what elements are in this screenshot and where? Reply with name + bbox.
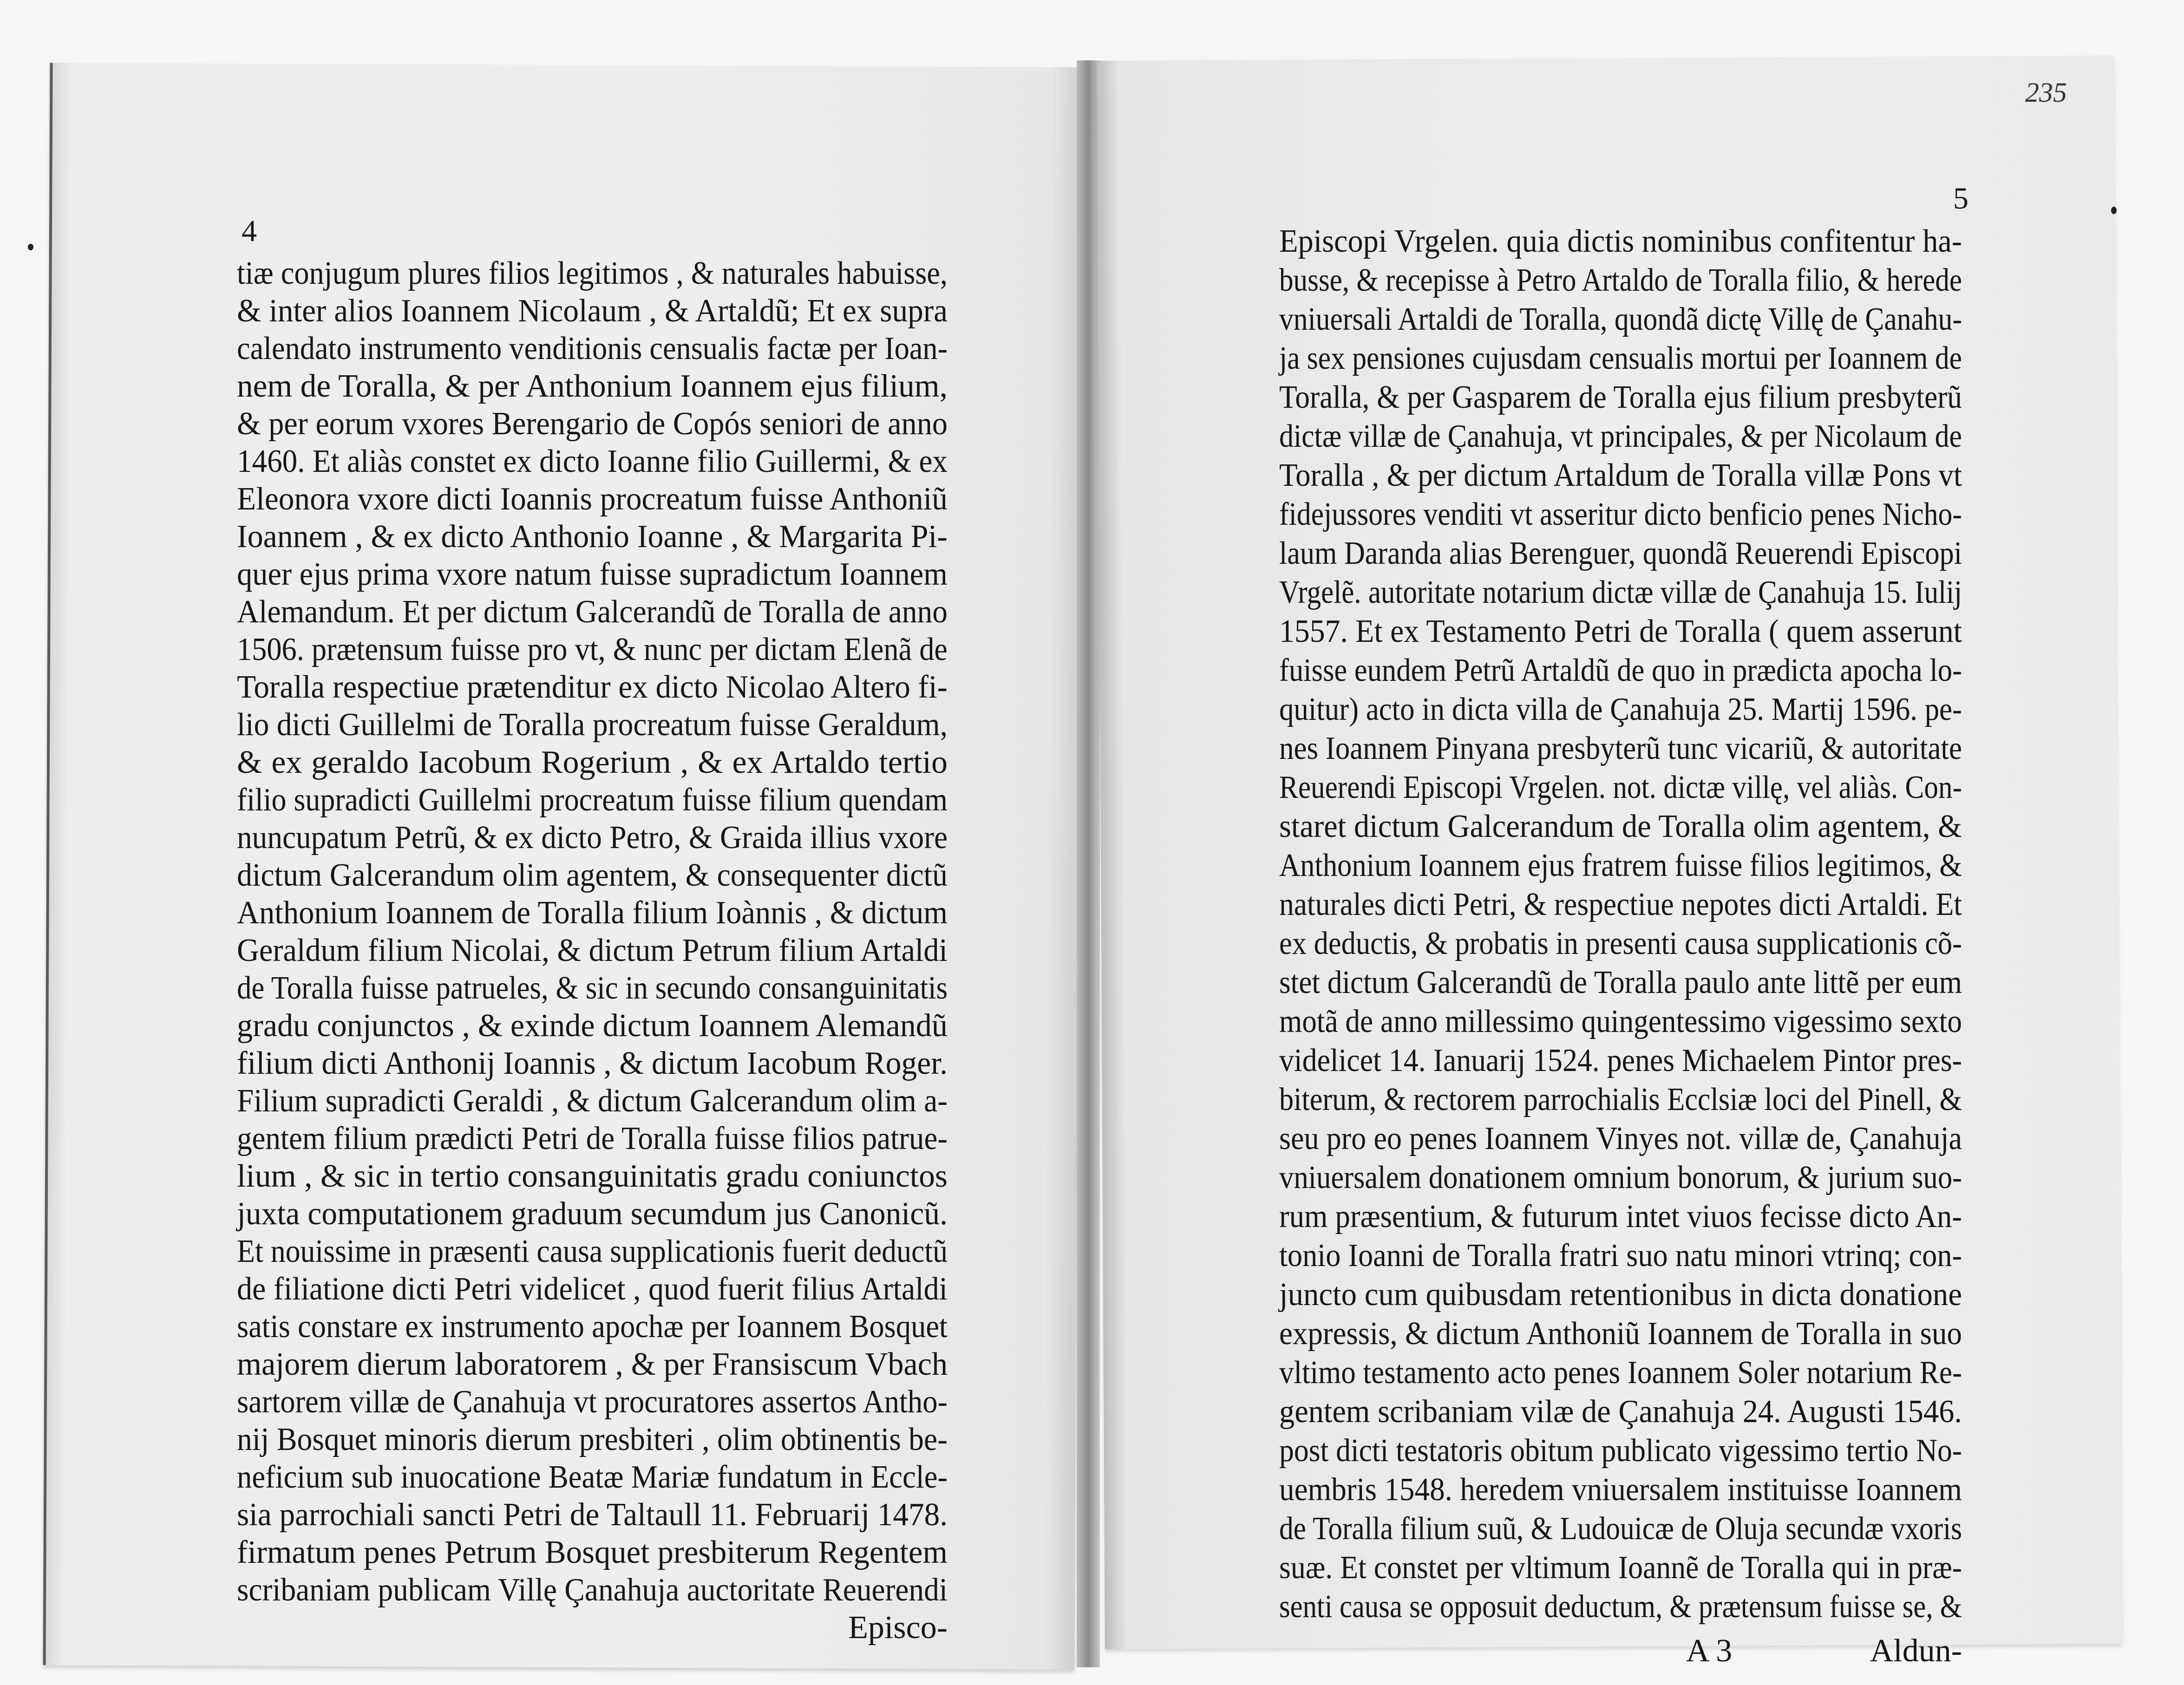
text-line xyxy=(237,1421,948,1458)
text-line-content: senti causa se opposuit deductum, & prætensum fuisse se, & xyxy=(1279,1589,1962,1625)
handwritten-folio-number: 235 xyxy=(2025,77,2067,108)
text-line xyxy=(237,706,948,744)
text-line xyxy=(1279,495,1962,534)
text-line-content: Toralla, & per Gasparem de Toralla ejus filium presbyterũ xyxy=(1279,379,1962,415)
text-line xyxy=(1279,1197,1962,1236)
left-text-column xyxy=(237,255,948,1646)
text-line xyxy=(237,1383,948,1421)
text-line xyxy=(1279,1119,1962,1158)
text-line xyxy=(237,1007,948,1045)
text-line-content: rum præsentium, & futurum intet viuos fecisse dicto An- xyxy=(1279,1199,1962,1234)
text-line-content: Episcopi Vrgelen. quia dictis nominibus confitentur ha- xyxy=(1279,223,1962,259)
text-line-content: lium , & sic in tertio consanguinitatis gradu coniunctos xyxy=(237,1158,948,1194)
text-line xyxy=(1279,1314,1962,1353)
text-line xyxy=(237,367,948,405)
text-line xyxy=(1279,378,1962,417)
text-line-content: nij Bosquet minoris dierum presbiteri , olim obtinentis be- xyxy=(237,1422,948,1457)
text-line xyxy=(1279,417,1962,456)
text-line xyxy=(237,443,948,480)
text-line xyxy=(237,518,948,555)
text-line-content: seu pro eo penes Ioannem Vinyes not. villæ de, Çanahuja xyxy=(1279,1121,1962,1156)
text-line xyxy=(1279,573,1962,612)
text-line-content: Toralla respectiue prætenditur ex dicto Nicolao Altero fi- xyxy=(237,669,948,705)
text-line xyxy=(237,555,948,593)
text-line xyxy=(237,1157,948,1195)
text-line xyxy=(1279,456,1962,495)
text-line xyxy=(237,894,948,932)
text-line-content: Vrgelẽ. autoritate notarium dictæ villæ de Çanahuja 15. Iulij xyxy=(1279,575,1962,610)
text-line-content: suæ. Et constet per vltimum Ioannẽ de Toralla qui in præ- xyxy=(1279,1550,1962,1586)
text-line xyxy=(1279,1587,1962,1626)
ink-spot xyxy=(28,244,33,250)
right-text-column xyxy=(1279,222,1962,1626)
text-line-content: gentem filium prædicti Petri de Toralla fuisse filios patrue- xyxy=(237,1121,948,1156)
text-line-content: Et nouissime in præsenti causa supplicationis fuerit deductũ xyxy=(237,1234,948,1269)
text-line-content: Eleonora vxore dicti Ioannis procreatum fuisse Anthoniũ xyxy=(237,481,948,517)
text-line xyxy=(1279,1431,1962,1470)
text-line xyxy=(1279,1470,1962,1509)
text-line-content: stet dictum Galcerandũ de Toralla paulo ante littẽ per eum xyxy=(1279,965,1962,1000)
text-line-content: quer ejus prima vxore natum fuisse supradictum Ioannem xyxy=(237,556,948,592)
text-line-content: vniuersali Artaldi de Toralla, quondã dictę Villę de Çanahu- xyxy=(1279,301,1962,337)
text-line xyxy=(237,1045,948,1082)
text-line xyxy=(237,631,948,668)
text-line xyxy=(237,480,948,518)
text-line xyxy=(237,1270,948,1308)
text-line-content: scribaniam publicam Villę Çanahuja auctoritate Reuerendi xyxy=(237,1572,948,1608)
text-line-content: laum Daranda alias Berenguer, quondã Reuerendi Episcopi xyxy=(1279,536,1962,571)
text-line xyxy=(237,1082,948,1120)
text-line-content: tonio Ioanni de Toralla fratri suo natu minori vtrinq; con- xyxy=(1279,1238,1962,1274)
text-line-content: biterum, & rectorem parrochialis Ecclsiæ loci del Pinell, & xyxy=(1279,1082,1962,1117)
text-line-content: ex deductis, & probatis in presenti causa supplicationis cõ- xyxy=(1279,926,1962,961)
text-line-content: Ioannem , & ex dicto Anthonio Ioanne , & Margarita Pi- xyxy=(237,519,948,555)
text-line-content: Anthonium Ioannem de Toralla filium Ioànnis , & dictum xyxy=(237,895,948,931)
text-line xyxy=(1279,1002,1962,1041)
text-line xyxy=(1279,963,1962,1002)
text-line-content: nes Ioannem Pinyana presbyterũ tunc vicariũ, & autoritate xyxy=(1279,731,1962,766)
text-line-content: vniuersalem donationem omnium bonorum, & jurium suo- xyxy=(1279,1160,1962,1195)
text-line-content: firmatum penes Petrum Bosquet presbiterum Regentem xyxy=(237,1535,948,1570)
text-line-content: filium dicti Anthonij Ioannis , & dictum Iacobum Roger. xyxy=(237,1045,948,1081)
text-line-content: Filium supradicti Geraldi , & dictum Galcerandum olim a- xyxy=(237,1083,948,1119)
text-line xyxy=(237,593,948,631)
text-line-content: filio supradicti Guillelmi procreatum fuisse filium quendam xyxy=(237,782,948,818)
text-line-content: 1506. prætensum fuisse pro vt, & nunc per dictam Elenã de xyxy=(237,632,948,667)
text-line-content: dictæ villæ de Çanahuja, vt principales, & per Nicolaum de xyxy=(1279,418,1962,454)
text-line-content: gradu conjunctos , & exinde dictum Ioannem Alemandũ xyxy=(237,1008,948,1044)
text-line xyxy=(1279,1236,1962,1275)
text-line xyxy=(1279,1080,1962,1119)
text-line xyxy=(1279,651,1962,690)
text-line-content: juncto cum quibusdam retentionibus in dicta donatione xyxy=(1279,1277,1962,1313)
text-line-content: fidejussores venditi vt asseritur dicto benficio penes Nicho- xyxy=(1279,496,1962,532)
text-line-content: de Toralla fuisse patrueles, & sic in secundo consanguinitatis xyxy=(237,970,948,1006)
signature-mark: A 3 xyxy=(1686,1633,1733,1669)
text-line-content: fuisse eundem Petrũ Artaldũ de quo in prædicta apocha lo- xyxy=(1279,653,1962,688)
text-line xyxy=(1279,261,1962,300)
text-line-content: tiæ conjugum plures filios legitimos , & naturales habuisse, xyxy=(237,255,948,291)
text-line xyxy=(1279,729,1962,768)
text-line-content: neficium sub inuocatione Beatæ Mariæ fundatum in Eccle- xyxy=(237,1459,948,1495)
text-line xyxy=(237,405,948,443)
page-number-left: 4 xyxy=(242,214,257,248)
text-line-content: busse, & recepisse à Petro Artaldo de Toralla filio, & herede xyxy=(1279,262,1962,298)
text-line-content: de Toralla filium suũ, & Ludouicæ de Oluja secundæ vxoris xyxy=(1279,1511,1962,1547)
text-line xyxy=(1279,690,1962,729)
text-line xyxy=(237,781,948,819)
text-line-content: post dicti testatoris obitum publicato vigessimo tertio No- xyxy=(1279,1433,1962,1469)
text-line xyxy=(237,668,948,706)
text-line xyxy=(237,856,948,894)
ink-spot xyxy=(2111,207,2117,214)
text-line-content: nuncupatum Petrũ, & ex dicto Petro, & Graida illius vxore xyxy=(237,820,948,856)
text-line xyxy=(237,932,948,969)
text-line xyxy=(1279,924,1962,963)
text-line-content: dictum Galcerandum olim agentem, & consequenter dictũ xyxy=(237,857,948,893)
text-line xyxy=(1279,885,1962,924)
catchline xyxy=(237,1609,948,1646)
text-line-content: gentem scribaniam vilæ de Çanahuja 24. Augusti 1546. xyxy=(1279,1394,1962,1430)
text-line xyxy=(237,1534,948,1571)
text-line xyxy=(237,1120,948,1157)
page-number-right: 5 xyxy=(1953,182,1968,216)
text-line xyxy=(237,969,948,1007)
text-line xyxy=(1279,534,1962,573)
text-line xyxy=(1279,222,1962,261)
text-line-content: vltimo testamento acto penes Ioannem Soler notarium Re- xyxy=(1279,1355,1962,1391)
text-line xyxy=(1279,1275,1962,1314)
text-line-content: motã de anno millessimo quingentessimo vigessimo sexto xyxy=(1279,1004,1962,1039)
catchline-text: Episco- xyxy=(848,1610,948,1646)
text-line-content: ja sex pensiones cujusdam censualis mortui per Ioannem de xyxy=(1279,340,1962,376)
catchword: Aldun- xyxy=(1870,1633,1962,1669)
text-line xyxy=(1279,339,1962,378)
text-line xyxy=(1279,807,1962,846)
text-line-content: uembris 1548. heredem vniuersalem instituisse Ioannem xyxy=(1279,1472,1962,1508)
text-line-content: calendato instrumento venditionis censualis factæ per Ioan- xyxy=(237,331,948,366)
text-line-content: naturales dicti Petri, & respectiue nepotes dicti Artaldi. Et xyxy=(1279,887,1962,922)
text-line-content: videlicet 14. Ianuarij 1524. penes Michaelem Pintor pres- xyxy=(1279,1043,1962,1078)
text-line xyxy=(1279,1353,1962,1392)
text-line-content: majorem dierum laboratorem , & per Fransiscum Vbach xyxy=(237,1346,948,1382)
text-line xyxy=(237,1233,948,1270)
text-line-content: Reuerendi Episcopi Vrgelen. not. dictæ villę, vel aliàs. Con- xyxy=(1279,770,1962,805)
text-line xyxy=(1279,1041,1962,1080)
text-line-content: & ex geraldo Iacobum Rogerium , & ex Artaldo tertio xyxy=(237,745,948,780)
text-line xyxy=(1279,612,1962,651)
text-line xyxy=(1279,300,1962,339)
text-line-content: expressis, & dictum Anthoniũ Ioannem de Toralla in suo xyxy=(1279,1316,1962,1352)
text-line-content: juxta computationem graduum secumdum jus Canonicũ. xyxy=(237,1196,948,1232)
text-line xyxy=(1279,1392,1962,1431)
text-line-content: sartorem villæ de Çanahuja vt procuratores assertos Antho- xyxy=(237,1384,948,1420)
text-line-content: Toralla , & per dictum Artaldum de Toralla villæ Pons vt xyxy=(1279,457,1962,493)
text-line-content: Geraldum filium Nicolai, & dictum Petrum filium Artaldi xyxy=(237,933,948,968)
book-gutter xyxy=(1077,60,1100,1667)
text-line xyxy=(237,1195,948,1233)
text-line-content: & inter alios Ioannem Nicolaum , & Artaldũ; Et ex supra xyxy=(237,293,948,329)
text-line xyxy=(237,1345,948,1383)
text-line xyxy=(1279,1548,1962,1587)
text-line xyxy=(237,292,948,330)
text-line-content: de filiatione dicti Petri videlicet , quod fuerit filius Artaldi xyxy=(237,1271,948,1307)
text-line-content: & per eorum vxores Berengario de Copós seniori de anno xyxy=(237,406,948,442)
text-line-content: staret dictum Galcerandum de Toralla olim agentem, & xyxy=(1279,809,1962,844)
text-line-content: 1557. Et ex Testamento Petri de Toralla ( quem asserunt xyxy=(1279,614,1962,649)
text-line xyxy=(237,744,948,781)
text-line-content: nem de Toralla, & per Anthonium Ioannem ejus filium, xyxy=(237,368,948,404)
text-line-content: quitur) acto in dicta villa de Çanahuja 25. Martij 1596. pe- xyxy=(1279,692,1962,727)
text-line-content: satis constare ex instrumento apochæ per Ioannem Bosquet xyxy=(237,1309,948,1345)
text-line-content: lio dicti Guillelmi de Toralla procreatum fuisse Geraldum, xyxy=(237,707,948,743)
text-line xyxy=(237,1496,948,1534)
text-line xyxy=(1279,768,1962,807)
text-line-content: Alemandum. Et per dictum Galcerandũ de Toralla de anno xyxy=(237,594,948,630)
text-line xyxy=(237,330,948,367)
text-line-content: sia parrochiali sancti Petri de Taltaull 11. Februarij 1478. xyxy=(237,1497,948,1533)
text-line xyxy=(237,819,948,856)
text-line xyxy=(237,1458,948,1496)
text-line-content: Anthonium Ioannem ejus fratrem fuisse filios legitimos, & xyxy=(1279,848,1962,883)
text-line xyxy=(1279,846,1962,885)
text-line xyxy=(1279,1509,1962,1548)
text-line xyxy=(237,255,948,292)
text-line xyxy=(237,1308,948,1345)
text-line-content: 1460. Et aliàs constet ex dicto Ioanne filio Guillermi, & ex xyxy=(237,444,948,479)
text-line xyxy=(1279,1158,1962,1197)
text-line xyxy=(237,1571,948,1609)
